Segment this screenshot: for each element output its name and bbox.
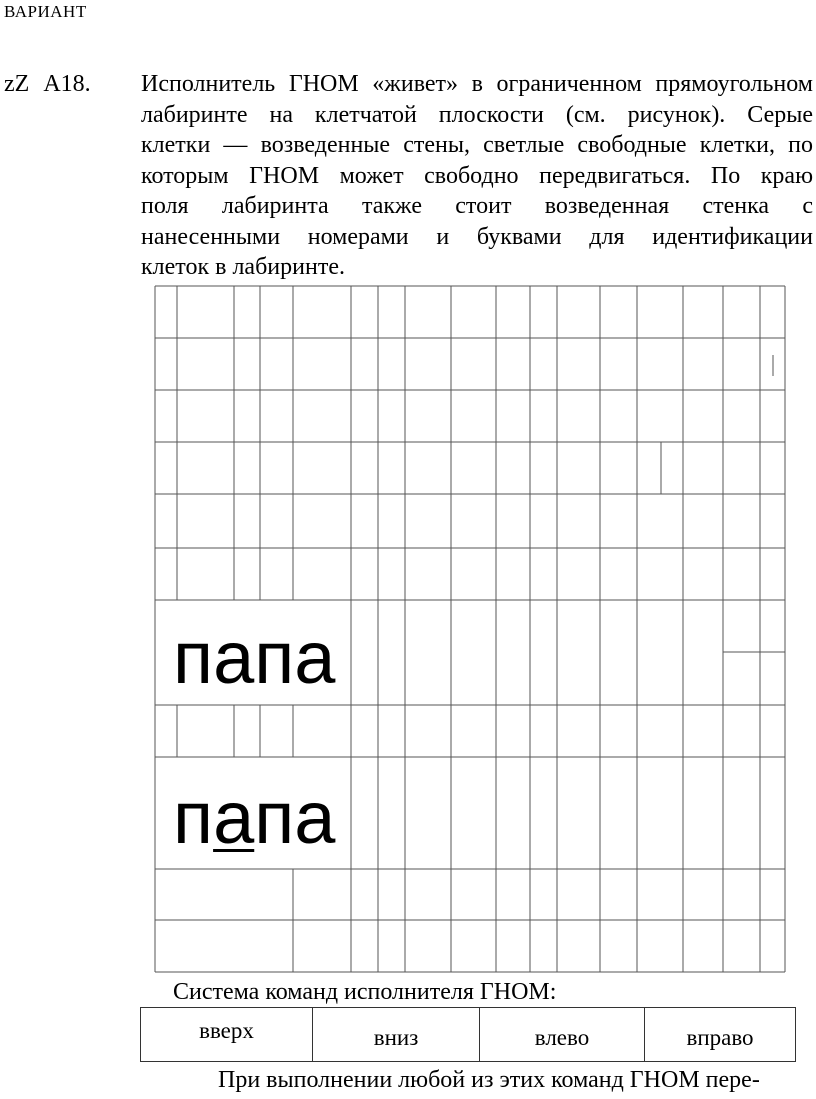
commands-table: [140, 1007, 796, 1062]
task-prefix: zZ: [4, 71, 30, 97]
task-line: Исполнитель ГНОМ «живет» в ограниченном прямоугольном: [141, 71, 813, 97]
task-line: нанесенными номерами и буквами для идентификации: [141, 223, 813, 250]
word-part: п: [173, 776, 214, 859]
commands-title: Система команд исполнителя ГНОМ:: [173, 979, 557, 1005]
task-line: лабиринте на клетчатой плоскости (см. рисунок). Серые: [141, 101, 813, 128]
command-down: вниз: [313, 1008, 480, 1062]
word-part: па: [254, 776, 336, 859]
variant-header: ВАРИАНТ: [4, 2, 87, 21]
task-line: поля лабиринта также стоит возведенная стенка с: [141, 193, 813, 219]
figure-word-underlined: [173, 776, 336, 859]
task-number: А18.: [43, 71, 91, 97]
footer-text: При выполнении любой из этих команд ГНОМ пере-: [218, 1067, 760, 1093]
command-left: влево: [480, 1008, 645, 1062]
task-line: клетки — возведенные стены, светлые свободные клетки, по: [141, 132, 813, 158]
command-up: вверх: [141, 1008, 313, 1062]
task-line: которым ГНОМ может свободно передвигаться. По краю: [141, 162, 813, 189]
word-part-underlined: а: [213, 776, 255, 859]
command-right: вправо: [645, 1008, 796, 1062]
figure-word: папа: [173, 616, 336, 699]
task-line: клеток в лабиринте.: [141, 254, 345, 280]
